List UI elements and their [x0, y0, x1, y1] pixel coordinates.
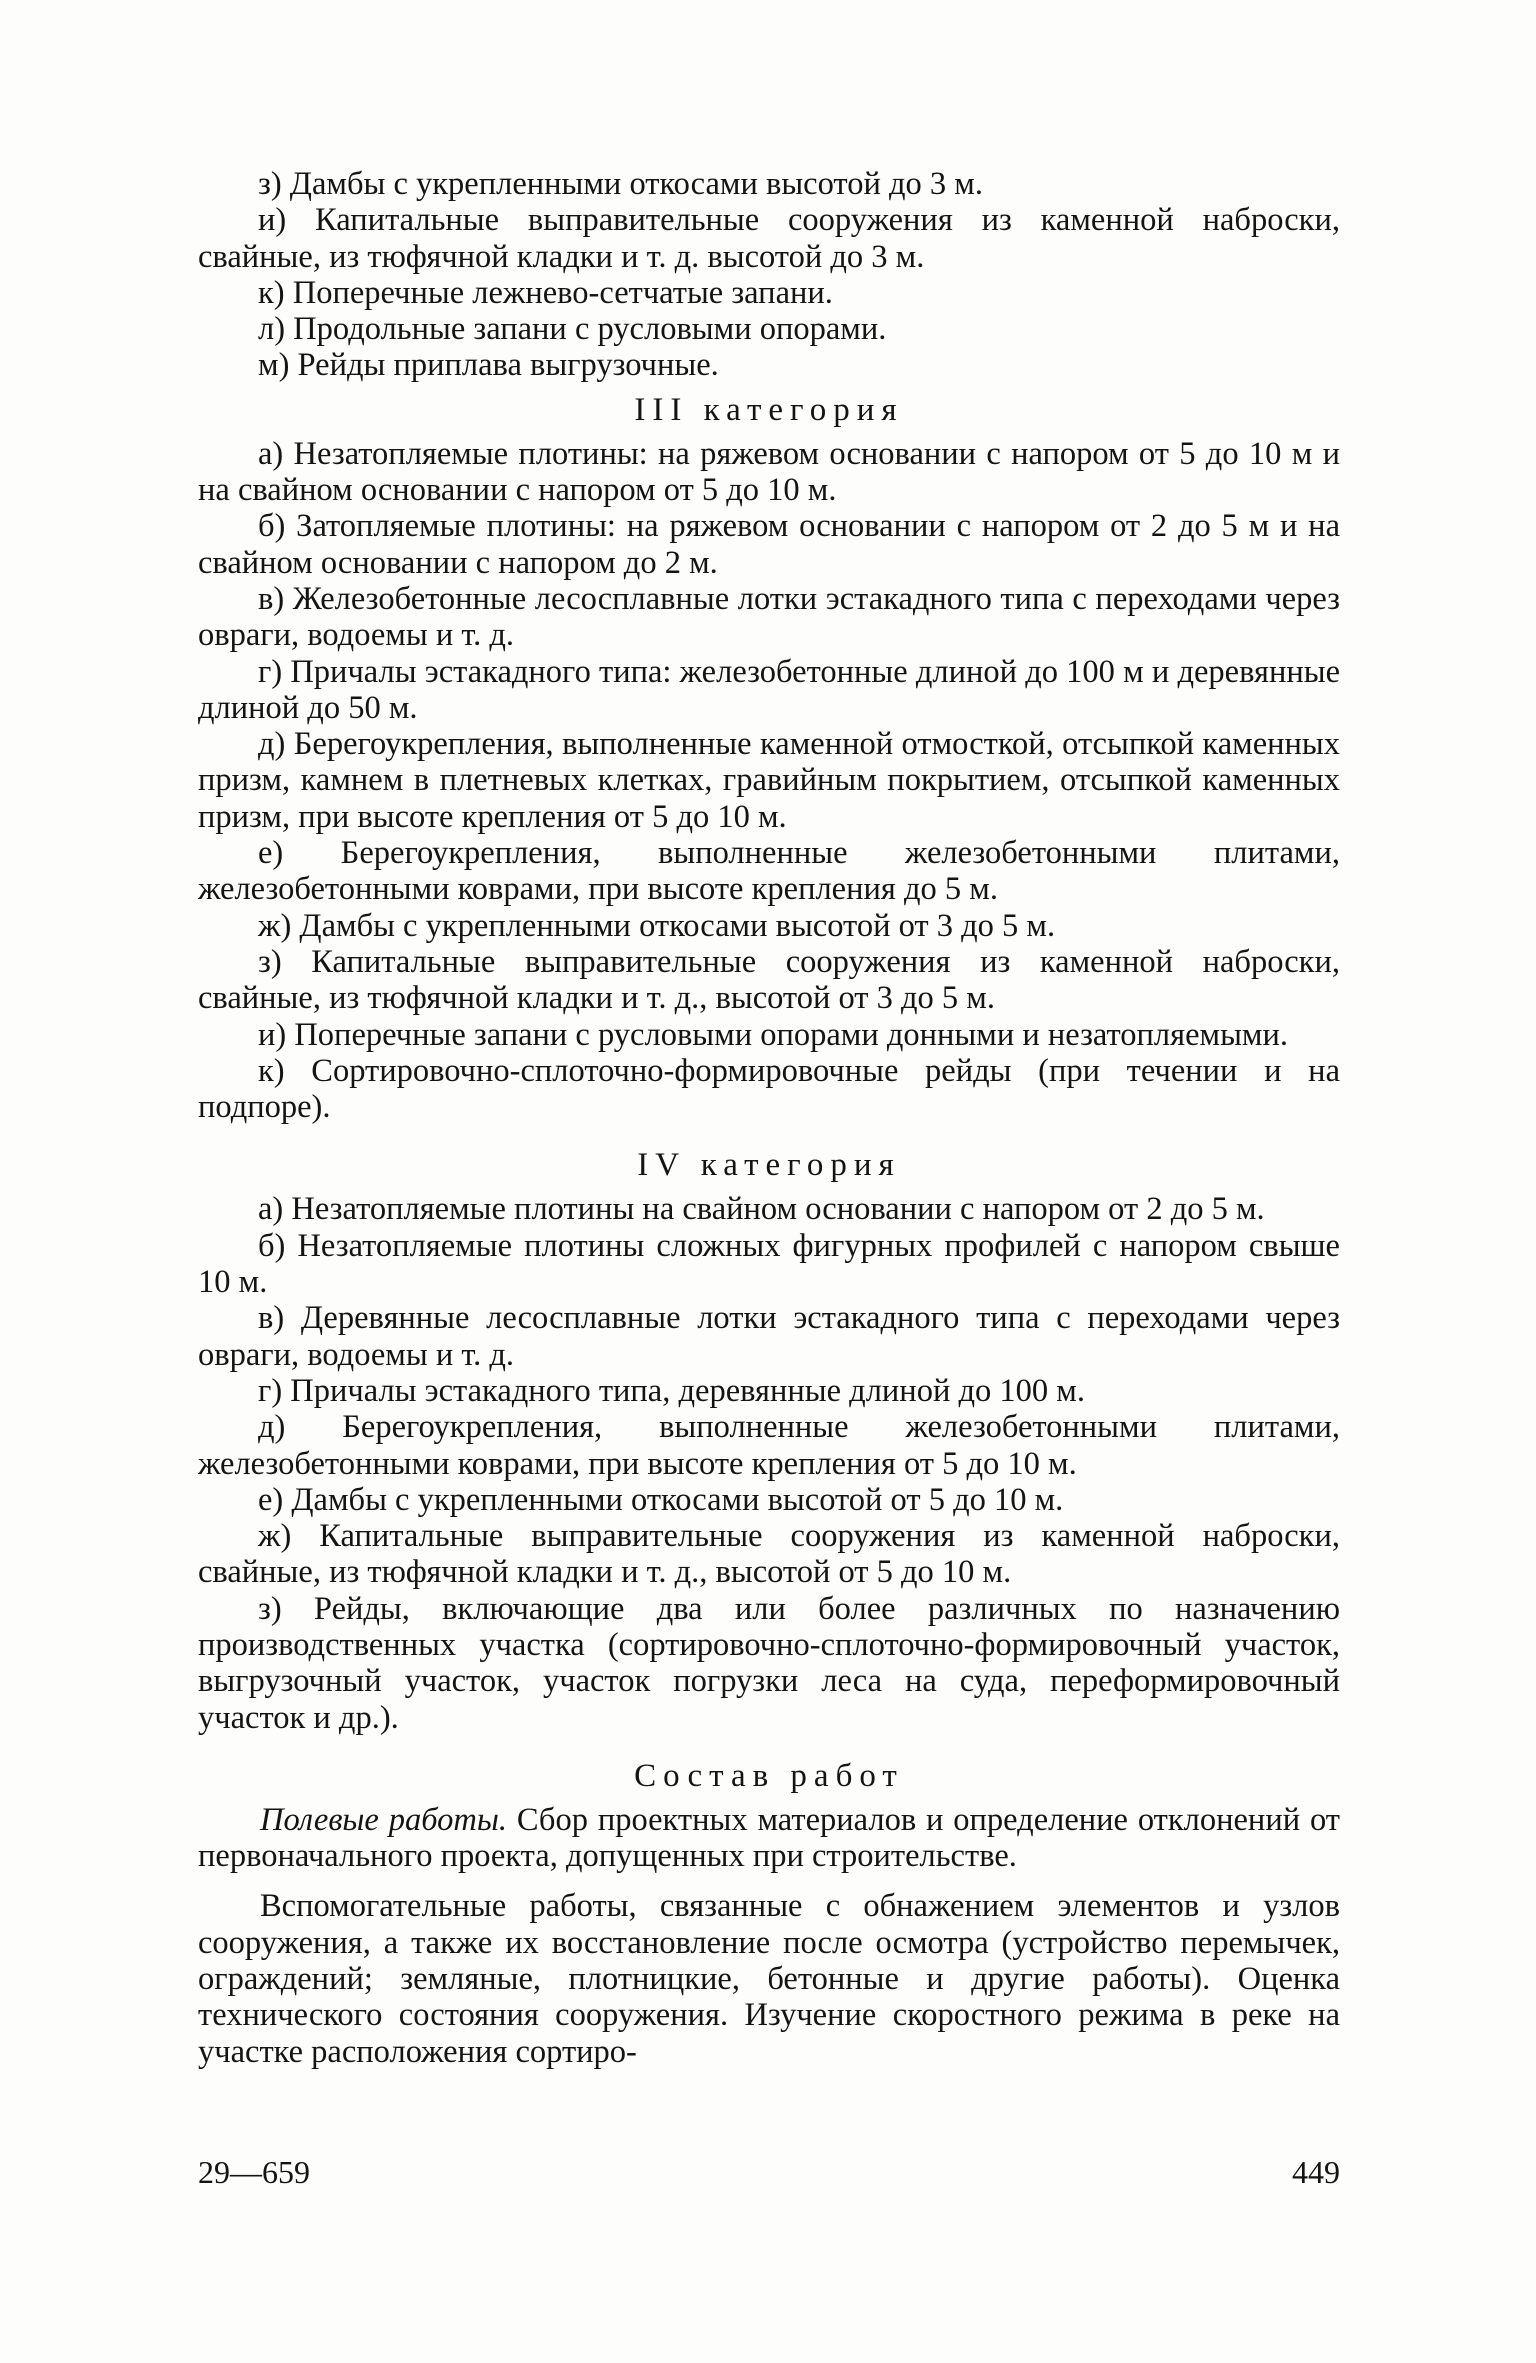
list-item: б) Затопляемые плотины: на ряжевом основании с напором от 2 до 5 м и на свайном основании с напором до 2 м.: [198, 508, 1340, 581]
list-item: г) Причалы эстакадного типа, деревянные длиной до 100 м.: [258, 1372, 1085, 1409]
section-heading-work-composition: Состав работ: [634, 1757, 904, 1794]
list-item: и) Капитальные выправительные сооружения из каменной наброски, свайные, из тюфячной кладки и т. д. высотой до 3 м.: [198, 202, 1340, 275]
list-item: а) Незатопляемые плотины на свайном основании с напором от 2 до 5 м.: [258, 1191, 1265, 1228]
list-item: д) Берегоукрепления, выполненные железобетонными плитами, железобетонными коврами, при высоте крепления от 5 до 10 м.: [198, 1409, 1340, 1482]
list-item: з) Дамбы с укрепленными откосами высотой до 3 м.: [258, 166, 983, 202]
list-item: и) Поперечные запани с русловыми опорами донными и незатопляемыми.: [258, 1016, 1289, 1053]
page-number: 449: [1292, 2154, 1340, 2190]
list-item: г) Причалы эстакадного типа: железобетонные длиной до 100 м и деревянные длиной до 50 м.: [198, 653, 1340, 726]
paragraph-field-work: [198, 1802, 1340, 1875]
list-item: к) Поперечные лежнево-сетчатые запани.: [258, 274, 833, 311]
list-item: б) Незатопляемые плотины сложных фигурных профилей с напором свыше 10 м.: [198, 1227, 1340, 1301]
list-item: з) Рейды, включающие два или более различных по назначению производственных участка (сортировочно-сплоточно-формировочный участок, выгрузочный участок, участок погрузки леса на суда, переформировочный участок и др.).: [198, 1590, 1340, 1736]
list-item: в) Деревянные лесосплавные лотки эстакадного типа с переходами через овраги, водоемы и т. д.: [198, 1300, 1340, 1373]
printer-signature: 29—659: [198, 2154, 310, 2190]
paragraph-auxiliary-work: Вспомогательные работы, связанные с обнажением элементов и узлов сооружения, а также их восстановление после осмотра (устройство перемычек, ограждений; земляные, плотницкие, бетонные и другие работы). Оценка технического состояния сооружения. Изучение скоростного режима в реке на участке расположения сортиро-: [198, 1888, 1340, 2070]
list-item: л) Продольные запани с русловыми опорами.: [258, 311, 887, 348]
list-item: д) Берегоукрепления, выполненные каменной отмосткой, отсыпкой каменных призм, камнем в плетневых клетках, гравийным покрытием, отсыпкой каменных призм, при высоте крепления от 5 до 10 м.: [198, 726, 1340, 835]
list-item: м) Рейды приплава выгрузочные.: [258, 347, 719, 384]
list-item: к) Сортировочно-сплоточно-формировочные рейды (при течении и на подпоре).: [198, 1052, 1340, 1126]
section-heading-category-3: III категория: [634, 391, 904, 428]
list-item: е) Дамбы с укрепленными откосами высотой от 5 до 10 м.: [258, 1481, 1064, 1518]
list-item: е) Берегоукрепления, выполненные железобетонными плитами, железобетонными коврами, при высоте крепления до 5 м.: [198, 835, 1340, 908]
section-heading-category-4: IV категория: [637, 1147, 901, 1184]
list-item: а) Незатопляемые плотины: на ряжевом основании с напором от 5 до 10 м и на свайном основании с напором от 5 до 10 м.: [198, 435, 1340, 509]
page-body: [198, 166, 1340, 2070]
paragraph-text: Сбор проектных материалов и определение отклонений от первоначального проекта, допущенных при строительстве.: [198, 1801, 1340, 1875]
list-item: в) Железобетонные лесосплавные лотки эстакадного типа с переходами через овраги, водоемы и т. д.: [198, 580, 1340, 654]
list-item: ж) Капитальные выправительные сооружения из каменной наброски, свайные, из тюфячной кладки и т. д., высотой от 5 до 10 м.: [198, 1518, 1340, 1591]
paragraph-lead-italic: Полевые работы.: [260, 1801, 507, 1838]
list-item: з) Капитальные выправительные сооружения из каменной наброски, свайные, из тюфячной кладки и т. д., высотой от 3 до 5 м.: [198, 943, 1340, 1017]
list-item: ж) Дамбы с укрепленными откосами высотой от 3 до 5 м.: [258, 907, 1056, 944]
page-footer: [198, 2150, 1340, 2194]
